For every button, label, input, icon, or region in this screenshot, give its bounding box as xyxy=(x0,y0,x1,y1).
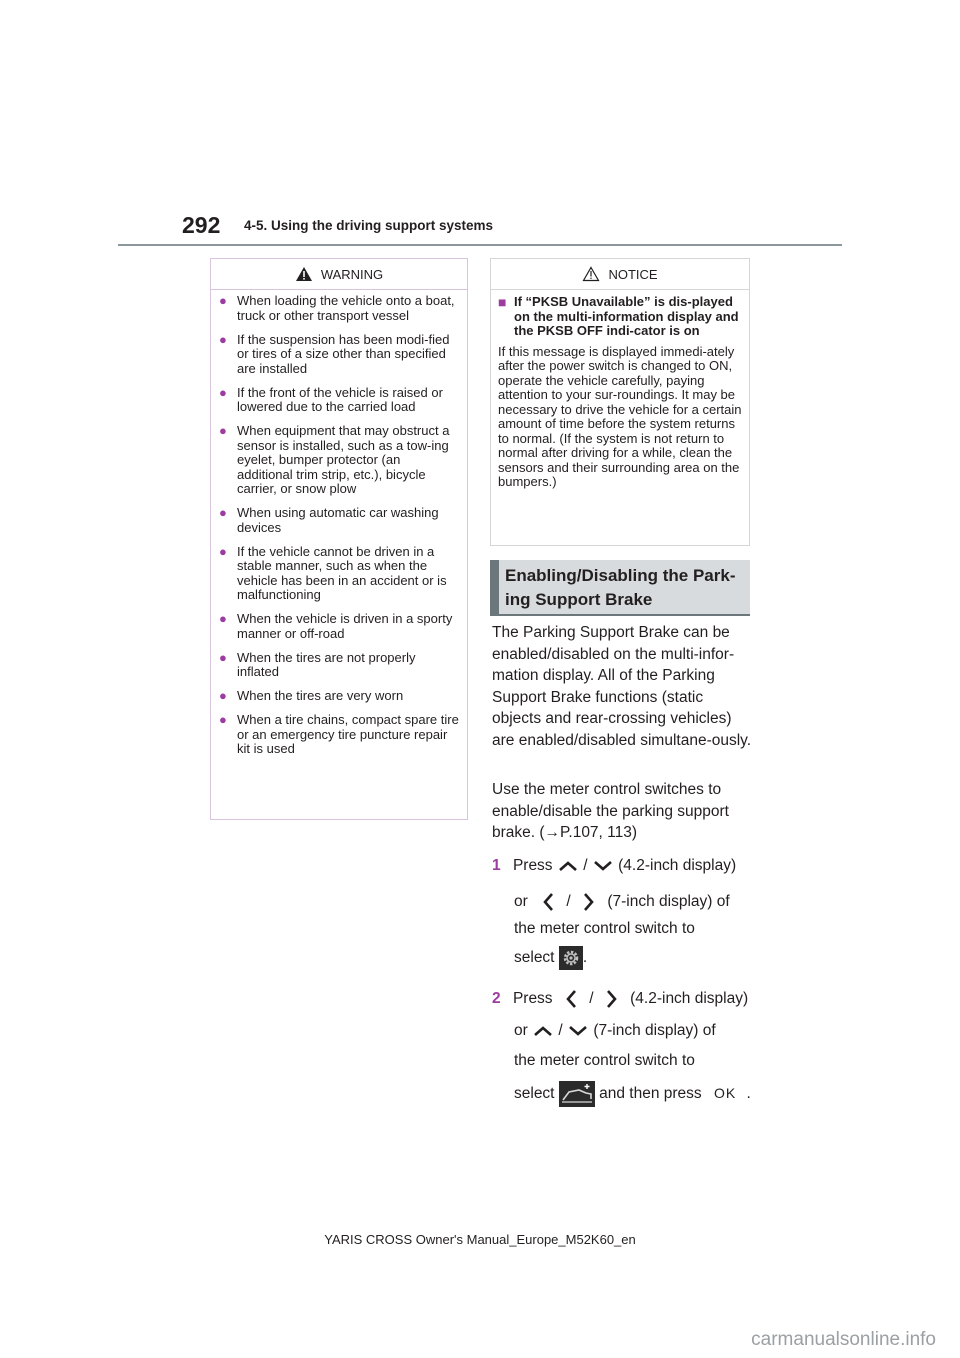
step-1-line-2: or / (7-inch display) of xyxy=(514,891,730,913)
step-1-line-1: 1 Press / (4.2-inch display) xyxy=(492,857,737,874)
warning-item: ● If the front of the vehicle is raised or lowered due to the carried load xyxy=(219,384,443,414)
bullet-icon: ● xyxy=(219,423,227,438)
bullet-icon: ● xyxy=(219,649,227,665)
warning-list xyxy=(211,290,467,757)
chevron-right-icon xyxy=(604,988,620,1010)
notice-triangle-icon xyxy=(582,266,600,282)
notice-subheading: ■ If “PKSB Unavailable” is dis-played on the multi-information display and the PKSB OFF indi-cator is on xyxy=(498,294,739,338)
warning-item: ● If the vehicle cannot be driven in a stable manner, such as when the vehicle has been in an accident or is malfunctioning xyxy=(219,543,447,602)
chevron-left-icon xyxy=(540,891,556,913)
chevron-up-icon xyxy=(557,859,579,873)
step-number: 1 xyxy=(492,857,501,874)
warning-item: ● When equipment that may obstruct a sensor is installed, such as a tow-ing eyelet, bumper protector (an additional trim strip, etc.), bicycle carrier, or snow plow xyxy=(219,423,450,496)
footer-text: YARIS CROSS Owner's Manual_Europe_M52K60_en xyxy=(324,1232,636,1247)
parking-support-brake-icon xyxy=(559,1081,595,1107)
chevron-down-icon xyxy=(567,1024,589,1038)
bullet-icon: ● xyxy=(219,505,227,520)
step-1-line-3: the meter control switch to xyxy=(514,920,695,937)
notice-box xyxy=(490,258,750,546)
step-number: 2 xyxy=(492,990,501,1008)
square-bullet-icon: ■ xyxy=(498,294,507,310)
notice-text: If this message is displayed immedi-ately after the power switch is changed to ON, operate the vehicle carefully, paying attention to your sur-roundings. It may be necessary to drive the vehicle for a certain amount of time before the system returns to normal. (If the system is not return to normal after driving for a while, clean the sensors and their surrounding area on the bumpers.) xyxy=(498,343,742,489)
heading-accent-bar xyxy=(490,560,499,616)
warning-item: ● When loading the vehicle onto a boat, truck or other transport vessel xyxy=(219,293,455,323)
warning-box xyxy=(210,258,468,820)
settings-gear-icon xyxy=(559,946,583,970)
paragraph-intro: The Parking Support Brake can be enabled/disabled on the multi-infor-mation display. All of the Parking Support Brake functions (static objects and rear-crossing vehicles) are enabled/disabled simultane-ously. xyxy=(492,624,752,749)
chevron-down-icon xyxy=(592,859,614,873)
warning-item: ● When a tire chains, compact spare tire or an emergency tire puncture repair kit is used xyxy=(219,712,459,756)
bullet-icon: ● xyxy=(219,293,227,308)
paragraph-instructions: Use the meter control switches to enable/disable the parking support brake. (→P.107, 113) xyxy=(492,781,729,841)
step-2-line-3: the meter control switch to xyxy=(514,1052,695,1069)
notice-title: NOTICE xyxy=(608,266,658,282)
warning-item: ● When the tires are very worn xyxy=(219,688,404,703)
bullet-icon: ● xyxy=(219,331,227,347)
step-2-line-4: select and then press OK . xyxy=(514,1081,751,1107)
ok-button-icon: OK xyxy=(713,1085,737,1102)
chevron-up-icon xyxy=(532,1024,554,1038)
section-title: 4-5. Using the driving support systems xyxy=(244,218,494,233)
section-heading xyxy=(490,560,750,616)
bullet-icon: ● xyxy=(219,611,227,626)
bullet-icon: ● xyxy=(219,688,227,703)
page-number: 292 xyxy=(182,212,221,238)
warning-triangle-icon xyxy=(295,266,313,282)
warning-item: ● If the suspension has been modi-fied or tires of a size other than specified are installed xyxy=(219,331,450,376)
notice-body xyxy=(491,290,749,490)
warning-header xyxy=(211,259,467,290)
bullet-icon: ● xyxy=(219,712,227,727)
chevron-right-icon xyxy=(581,891,597,913)
step-2-line-2: or / (7-inch display) of xyxy=(514,1022,716,1039)
chevron-left-icon xyxy=(563,988,579,1010)
heading-underline xyxy=(490,614,750,616)
heading-text: Enabling/Disabling the Park-ing Support Brake xyxy=(505,566,736,609)
warning-item: ● When using automatic car washing devices xyxy=(219,505,439,535)
step-2-line-1: 2 Press / (4.2-inch display) xyxy=(492,988,748,1010)
warning-title: WARNING xyxy=(320,266,384,282)
watermark: carmanualsonline.info xyxy=(751,1329,936,1350)
warning-item: ● When the vehicle is driven in a sporty manner or off-road xyxy=(219,611,453,641)
bullet-icon: ● xyxy=(219,384,227,400)
header-divider xyxy=(118,244,842,246)
warning-item: ● When the tires are not properly inflated xyxy=(219,649,416,679)
notice-header xyxy=(491,259,749,290)
step-1-line-4: select . xyxy=(514,946,587,970)
bullet-icon: ● xyxy=(219,543,227,559)
